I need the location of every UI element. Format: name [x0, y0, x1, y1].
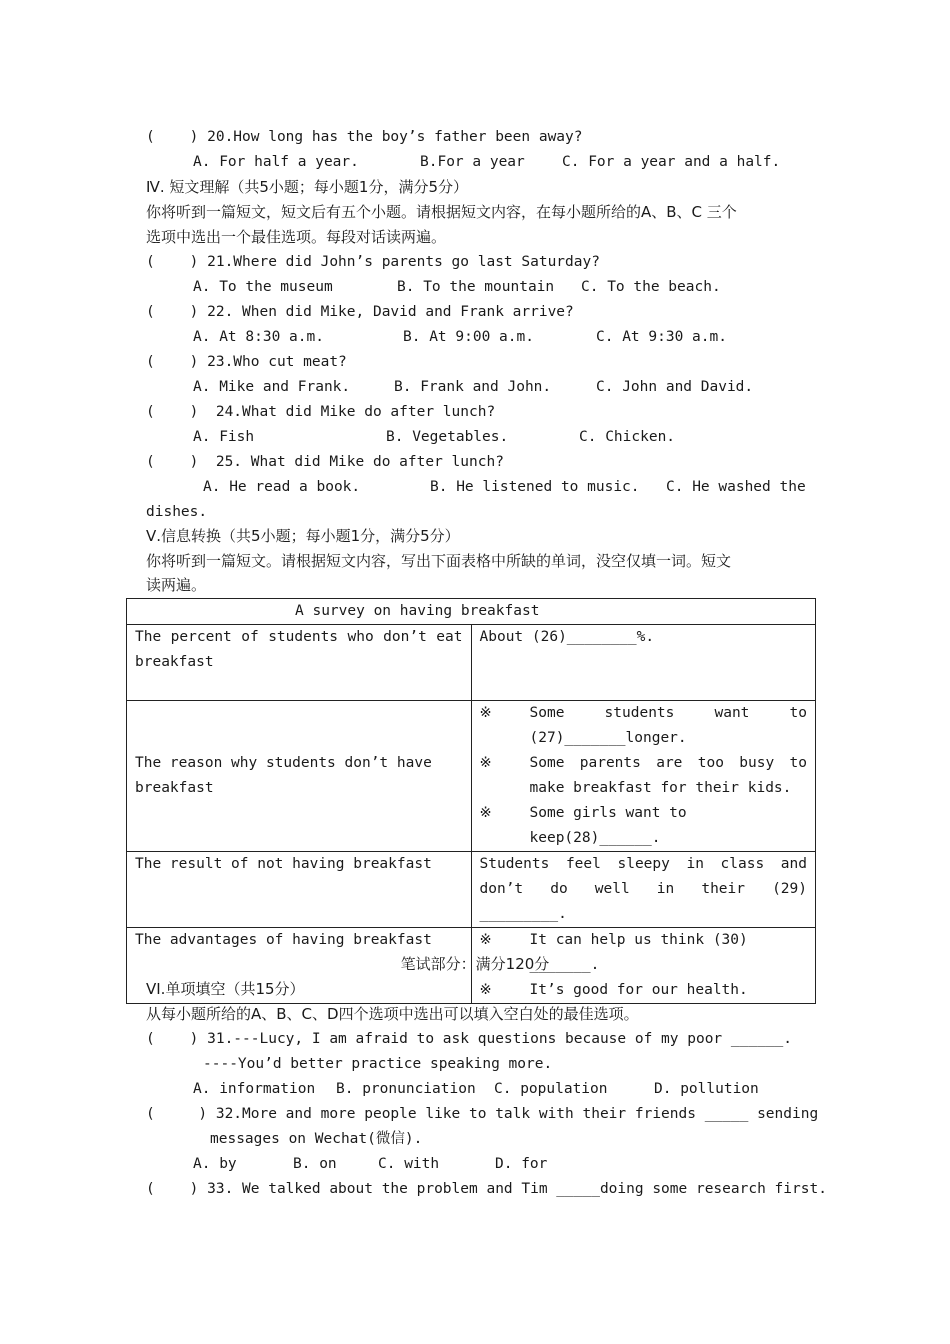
q31-option-b: B. pronunciation — [336, 1081, 476, 1097]
q31-option-c: C. population — [494, 1081, 608, 1097]
written-part-title: 笔试部分：满分120分 — [400, 955, 550, 973]
survey-table — [126, 598, 816, 1004]
q31-option-d: D. pollution — [654, 1081, 759, 1097]
table-cell-reason-list — [471, 701, 816, 852]
table-cell-result-value: Students feel sleepy in class and don’t do well in their (29) _________. — [471, 852, 816, 928]
question-32-stem: ( ) 32.More and more people like to talk with their friends _____ sending — [146, 1106, 819, 1122]
list-item: ※ It’s good for our health. — [480, 978, 808, 1003]
question-31-stem: ( ) 31.---Lucy, I am afraid to ask questions because of my poor ______. — [146, 1031, 793, 1047]
q24-option-a: A. Fish — [193, 429, 255, 445]
q32-option-c: C. with — [378, 1156, 440, 1172]
section-6-title: VI.单项填空（共15分） — [146, 980, 305, 998]
q21-option-b: B. To the mountain — [397, 279, 555, 295]
q24-option-b: B. Vegetables. — [386, 429, 509, 445]
q23-option-b: B. Frank and John. — [394, 379, 552, 395]
q25-option-c: C. He washed the — [666, 479, 806, 495]
reference-mark-icon: ※ — [479, 805, 492, 821]
question-23-stem: ( ) 23.Who cut meat? — [146, 354, 347, 370]
question-21-stem: ( ) 21.Where did John’s parents go last Saturday? — [146, 254, 600, 270]
table-cell-reason-label: The reason why students don’t have breakfast — [127, 701, 472, 852]
question-24-stem: ( ) 24.What did Mike do after lunch? — [146, 404, 496, 420]
q25-option-a: A. He read a book. — [203, 479, 361, 495]
table-cell-result-label: The result of not having breakfast — [127, 852, 472, 928]
section-5-title: Ⅴ.信息转换（共5小题；每小题1分，满分5分） — [146, 527, 460, 545]
q32-option-b: B. on — [293, 1156, 337, 1172]
q22-option-c: C. At 9:30 a.m. — [596, 329, 727, 345]
section-5-instruction-1: 你将听到一篇短文。请根据短文内容，写出下面表格中所缺的单词，没空仅填一词。短文 — [146, 552, 732, 570]
reference-mark-icon: ※ — [479, 755, 492, 771]
section-4-instruction-1: 你将听到一篇短文，短文后有五个小题。请根据短文内容，在每小题所给的A、B、C 三个 — [146, 203, 737, 221]
table-row — [127, 852, 816, 928]
q21-option-c: C. To the beach. — [581, 279, 721, 295]
q22-option-a: A. At 8:30 a.m. — [193, 329, 324, 345]
survey-table-title: A survey on having breakfast — [127, 599, 816, 625]
q25-option-b: B. He listened to music. — [430, 479, 640, 495]
table-cell-percent-value: About (26)________%. — [471, 625, 816, 701]
table-cell-advantages-label: The advantages of having breakfast — [127, 928, 472, 1004]
reference-mark-icon: ※ — [479, 982, 492, 998]
question-20-stem: ( ) 20.How long has the boy’s father been away? — [146, 129, 583, 145]
q24-option-c: C. Chicken. — [579, 429, 676, 445]
q32-option-d: D. for — [495, 1156, 548, 1172]
section-4-instruction-2: 选项中选出一个最佳选项。每段对话读两遍。 — [146, 228, 447, 246]
q21-option-a: A. To the museum — [193, 279, 333, 295]
section-4-title: Ⅳ. 短文理解（共5小题；每小题1分，满分5分） — [146, 178, 469, 196]
question-22-stem: ( ) 22. When did Mike, David and Frank arrive? — [146, 304, 574, 320]
list-item: ※ Some parents are too busy to make breakfast for their kids. — [480, 751, 808, 801]
table-row — [127, 625, 816, 701]
list-item: ※ Some students want to (27)_______longer. — [480, 701, 808, 751]
q31-option-a: A. information — [193, 1081, 316, 1097]
q20-option-b: B.For a year — [420, 154, 525, 170]
q22-option-b: B. At 9:00 a.m. — [403, 329, 534, 345]
reason-list — [480, 701, 808, 851]
list-item: ※ It can help us think (30) _______. — [480, 928, 808, 978]
q20-option-a: A. For half a year. — [193, 154, 359, 170]
question-33-stem: ( ) 33. We talked about the problem and Tim _____doing some research first. — [146, 1181, 827, 1197]
table-cell-percent-label: The percent of students who don’t eat breakfast — [127, 625, 472, 701]
q20-option-c: C. For a year and a half. — [562, 154, 781, 170]
reference-mark-icon: ※ — [479, 932, 492, 948]
q32-option-a: A. by — [193, 1156, 237, 1172]
question-25-stem: ( ) 25. What did Mike do after lunch? — [146, 454, 504, 470]
q23-option-c: C. John and David. — [596, 379, 754, 395]
question-32-continued: messages on Wechat(微信). — [210, 1131, 423, 1147]
survey-table-title-row — [127, 599, 816, 625]
reference-mark-icon: ※ — [479, 705, 492, 721]
list-item: ※ Some girls want to keep(28)______. — [480, 801, 808, 851]
table-row — [127, 701, 816, 852]
section-6-instruction: 从每小题所给的A、B、C、D四个选项中选出可以填入空白处的最佳选项。 — [146, 1005, 639, 1023]
question-31-reply: ----You’d better practice speaking more. — [203, 1056, 553, 1072]
q23-option-a: A. Mike and Frank. — [193, 379, 351, 395]
q25-option-c-continued: dishes. — [146, 504, 208, 520]
section-5-instruction-2: 读两遍。 — [146, 576, 207, 594]
